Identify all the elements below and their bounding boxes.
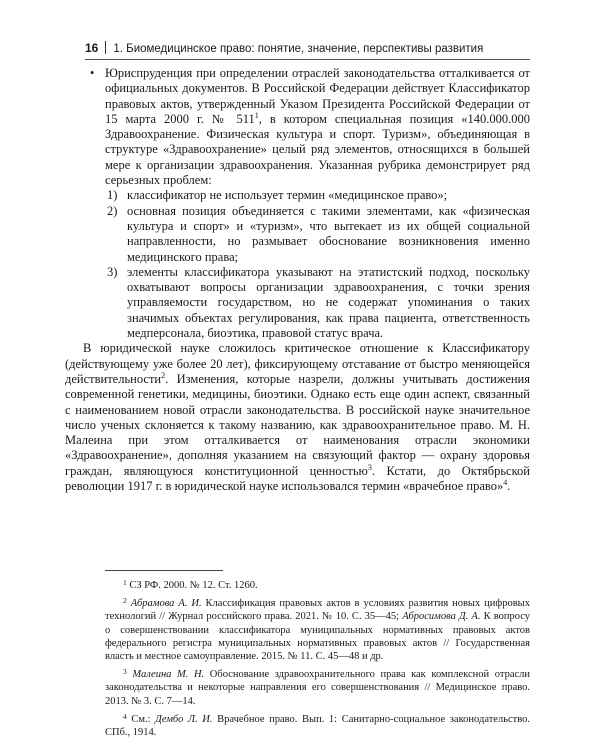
body-paragraph: В юридической науке сложилось критическое отношение к Классификатору (действующему уже более 20 лет), фиксирующему отставание от быстро меняющейся действительности$^2$. Изменения, которые назрели, должны учитывать достижения современной генетики, медицины, биоэтики. Однако есть еще один аспект, связанный с наименованием новой отрасли законодательства. В российской науке значительное число ученых склоняется к такому названию, как здравоохранительное право. М. Н. Малеина при этом отталкивается от наименования отрасли экономики «Здравоохранение», дополняя указанием на связующий фактор — охрану здоровья граждан, являющуюся конституционной ценностью$^3$. Кстати, до Октябрьской революции 1917 г. в юридической науке использовался термин «врачебное право»$^4$.	[65, 341, 530, 494]
footnote-2: $^2$ Абрамова А. И. Классификация правовых актов в условиях развития новых цифровых технологий // Журнал российского права. 2021. № 10. С. 35—45; Абросимова Д. А. К вопросу о совершенствовании классификатора муниципальных нормативных правовых актов федерального регистра муниципальных нормативных правовых актов // Государственная власть и местное самоуправление. 2015. № 11. С. 45—48 и др.	[105, 596, 531, 663]
list-item: 3) элементы классификатора указывают на этатистский подход, поскольку охватывают вопросы организации здравоохранения, с точки зрения управляемости государством, но не содержат упоминания о таких значимых объектах регулирования, как права пациента, ответственность медперсонала, биоэтика, правовой статус врача.	[107, 264, 530, 341]
footnote-ref-3[interactable]: 3	[367, 462, 372, 472]
footnote-1: $^1$ СЗ РФ. 2000. № 12. Ст. 1260.	[123, 578, 258, 591]
footnotes	[105, 576, 530, 741]
footnote-ref-4[interactable]: 4	[503, 477, 508, 487]
footnote-rule	[105, 570, 223, 571]
page-number: 16	[85, 41, 99, 55]
bullet-item	[65, 66, 530, 341]
list-item: 2) основная позиция объединяется с такими элементами, как «физическая культура и спорт» и «туризм», что вытекает из их общей социальной направленности, но размывает обоснование возникновения именно медицинского права;	[107, 203, 530, 264]
main-text	[65, 66, 530, 494]
running-header	[85, 40, 530, 57]
list-item: 1) классификатор не использует термин «медицинское право»;	[107, 188, 448, 203]
footnote-ref-1[interactable]: 1	[254, 110, 259, 120]
bullet-mark: •	[90, 66, 95, 80]
header-separator	[105, 41, 106, 54]
header-rule	[85, 59, 530, 60]
footnote-4: $^4$ См.: Дембо Л. И. Врачебное право. Вып. 1: Санитарно-социальное законодательство. СПб., 1914.	[105, 711, 530, 739]
footnote-ref-2[interactable]: 2	[161, 370, 166, 380]
chapter-title: 1. Биомедицинское право: понятие, значение, перспективы развития	[113, 43, 484, 55]
bullet-paragraph: Юриспруденция при определении отраслей законодательства отталкивается от официальных документов. В Российской Федерации действует Классификатор правовых актов, утвержденный Указом Президента Российской Федерации от 15 марта 2000 г. № $511^1$, в котором специальная позиция «140.000.000 Здравоохранение. Физическая культура и спорт. Туризм», объединяющая в структуре «Здравоохранение» целый ряд элементов, относящихся в большей мере к организации здравоохранения. Указанная рубрика демонстрирует ряд серьезных проблем:	[105, 66, 530, 188]
footnote-3: $^3$ Малеина М. Н. Обоснование здравоохранительного права как комплексной отрасли законодательства и некоторые направления его совершенствования // Медицинское право. 2013. № 3. С. 7—14.	[105, 667, 530, 707]
